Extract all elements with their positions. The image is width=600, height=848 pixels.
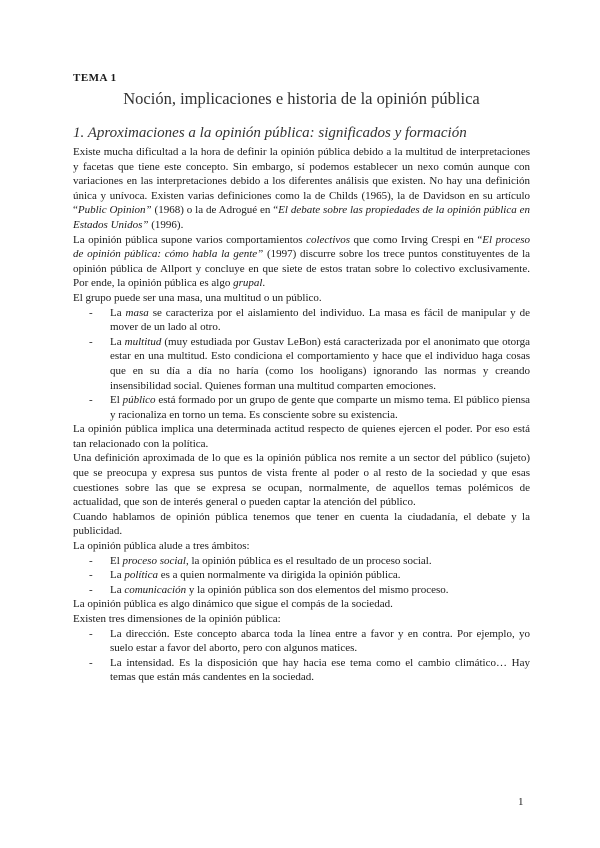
emphasis-term: colectivos bbox=[306, 233, 351, 246]
emphasis-term: política bbox=[124, 569, 158, 582]
paragraph-collective bbox=[73, 233, 530, 291]
emphasis-term: proceso social bbox=[122, 554, 186, 567]
paragraph-three-areas: La opinión pública alude a tres ámbitos: bbox=[73, 540, 250, 553]
list-item bbox=[73, 393, 530, 422]
text-run: El bbox=[110, 554, 123, 567]
list-item bbox=[73, 335, 530, 393]
text-run: que como Irving Crespi en “ bbox=[350, 233, 483, 246]
list-item bbox=[73, 568, 530, 583]
citation-title: El debate sobre las propiedades de la opinión pública en Estados Unidos” bbox=[73, 204, 531, 231]
text-run: , la opinión pública es el resultado de un proceso social. bbox=[185, 554, 432, 567]
text-run: La bbox=[110, 583, 125, 596]
paragraph-citizenship: Cuando hablamos de opinión pública tenemos que tener en cuenta la ciudadanía, el debate y la publicidad. bbox=[73, 510, 530, 538]
dimensions-list bbox=[73, 627, 530, 685]
text-run: se caracteriza por el aislamiento del individuo. La masa es fácil de manipular y de mover de un lado al otro. bbox=[110, 306, 530, 334]
text-run: (muy estudiada por Gustav LeBon) está caracterizada por el anonimato que otorga estar en una multitud. Esto condiciona el comportamiento y hace que el individuo haga cosas que en su día a día no haría (como los hooligans) ignorando las normas y creando insensibilidad social. Quienes forman una multitud comparten emociones. bbox=[110, 335, 530, 392]
emphasis-term: multitud bbox=[124, 335, 162, 348]
text-run: La intensidad. Es la disposición que hay hacia ese tema como el cambio climático… Hay temas que están más candentes en la sociedad. bbox=[110, 656, 530, 684]
paragraph-definitions bbox=[73, 145, 530, 233]
document-title: Noción, implicaciones e historia de la opinión pública bbox=[123, 89, 480, 108]
list-item bbox=[73, 554, 530, 569]
list-item bbox=[73, 627, 530, 656]
list-dash: - bbox=[89, 656, 93, 669]
paragraph-dynamic: La opinión pública es algo dinámico que sigue el compás de la sociedad. bbox=[73, 598, 393, 611]
emphasis-term: público bbox=[122, 394, 156, 407]
text-run: está formado por un grupo de gente que comparte un mismo tema. El público piensa y racionaliza en torno un tema. Es consciente sobre su existencia. bbox=[110, 394, 530, 421]
text-run: El bbox=[110, 394, 123, 407]
text-run: La bbox=[110, 569, 125, 582]
text-run: La opinión pública supone varios comportamientos bbox=[73, 233, 307, 246]
list-item bbox=[73, 306, 530, 335]
group-types-list bbox=[73, 306, 530, 423]
list-dash: - bbox=[89, 306, 93, 319]
list-dash: - bbox=[89, 583, 93, 596]
text-run: La dirección. Este concepto abarca toda la línea entre a favor y en contra. Por ejemplo, yo suelo estar a favor del aborto, pero con algunos matices. bbox=[110, 627, 530, 655]
list-dash: - bbox=[89, 335, 93, 348]
text-run: y la opinión pública son dos elementos del mismo proceso. bbox=[186, 583, 449, 596]
document-body bbox=[73, 145, 530, 685]
list-item bbox=[73, 656, 530, 685]
emphasis-term: grupal bbox=[233, 277, 263, 290]
chapter-label: TEMA 1 bbox=[73, 72, 117, 84]
page-number: 1 bbox=[518, 796, 524, 808]
emphasis-term: masa bbox=[125, 306, 149, 319]
list-dash: - bbox=[89, 569, 93, 582]
text-run: (1968) o la de Adrogué en “ bbox=[151, 204, 279, 217]
text-run: (1997) discurre sobre los trece puntos constituyentes de la opinión pública de Allport y concluye en que siete de estos tratan sobre lo colectivo exclusivamente. Por ende, la opinión pública es algo bbox=[73, 248, 531, 290]
paragraph-approx-definition: Una definición aproximada de lo que es la opinión pública nos remite a un sector del público (sujeto) que se preocupa y expresa sus puntos de vista frente al poder o al resto de la sociedad y que esas cuestiones sobre las que se expresa se ocupan, normalmente, de aquellos temas polémicos de actualidad, que son de interés general o pueden captar la atención del público. bbox=[73, 452, 530, 509]
citation-title: Public Opinion” bbox=[77, 204, 152, 217]
text-run: La bbox=[110, 335, 125, 348]
citation-title: El proceso de opinión pública: cómo habla la gente” bbox=[73, 233, 530, 261]
list-item bbox=[73, 583, 530, 598]
text-run: es a quien normalmente va dirigida la opinión pública. bbox=[157, 569, 401, 582]
areas-list bbox=[73, 554, 530, 598]
section-heading: 1. Aproximaciones a la opinión pública: significados y formación bbox=[73, 125, 467, 141]
paragraph-group-types: El grupo puede ser una masa, una multitud o un público. bbox=[73, 291, 322, 304]
paragraph-dimensions: Existen tres dimensiones de la opinión pública: bbox=[73, 613, 281, 625]
emphasis-term: comunicación bbox=[124, 583, 187, 596]
list-dash: - bbox=[89, 394, 93, 407]
text-run: La bbox=[110, 306, 126, 319]
text-run: (1996). bbox=[148, 218, 184, 231]
text-run: Existe mucha dificultad a la hora de definir la opinión pública debido a la multitud de interpretaciones y facetas que tiene este concepto. Sin embargo, sí podemos establecer un nexo común aunque con variaciones en las interpretaciones debido a los diferentes análisis que existen. No hay una definición única y unívoca. Existen varias definiciones como la de Childs (1965), la de Davidson en su artículo “ bbox=[73, 146, 530, 217]
text-run: . bbox=[262, 277, 266, 290]
list-dash: - bbox=[89, 554, 93, 567]
paragraph-power: La opinión pública implica una determinada actitud respecto de quienes ejercen el poder. Por eso está tan relacionado con la política. bbox=[73, 423, 530, 450]
list-dash: - bbox=[89, 627, 93, 640]
